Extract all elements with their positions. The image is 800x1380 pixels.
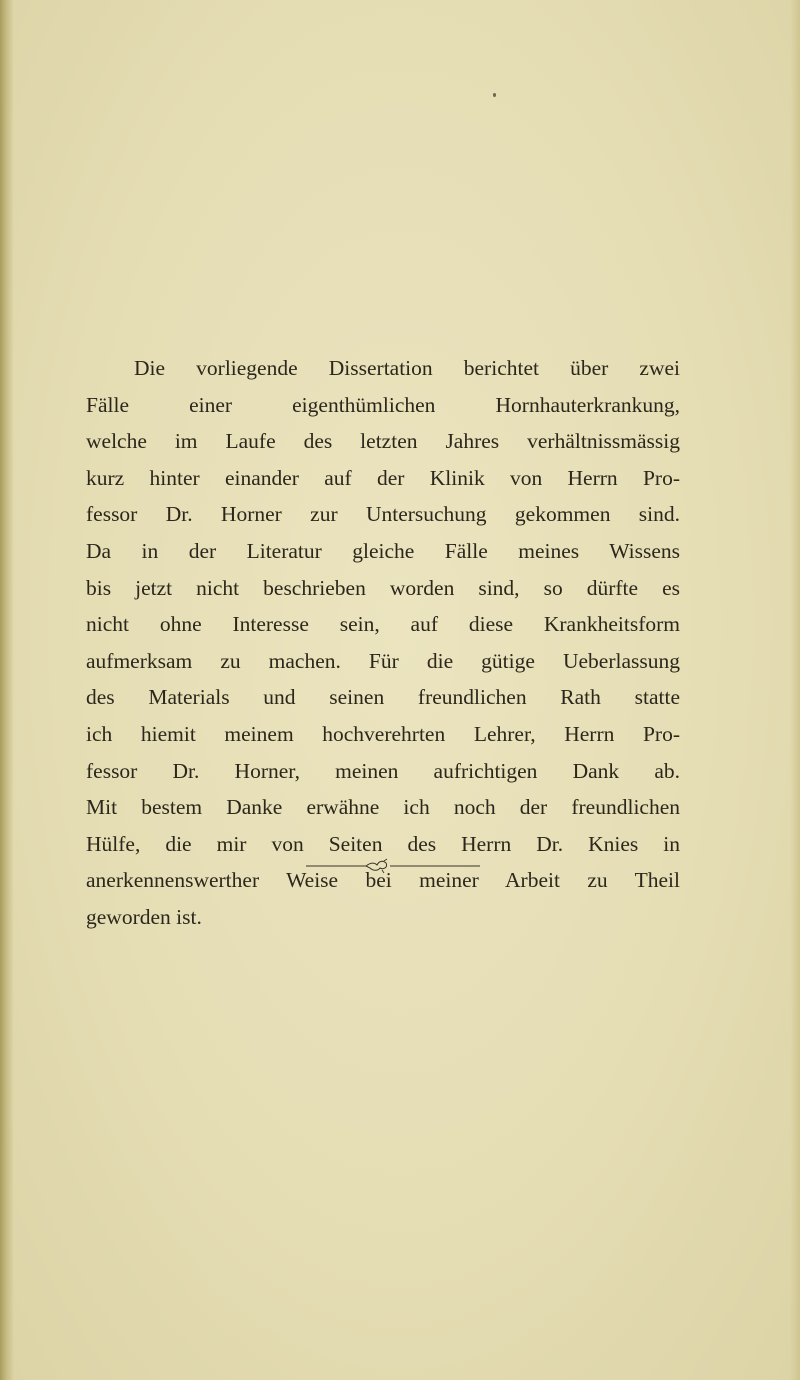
text-line: Die vorliegende Dissertation berichtet über zwei — [134, 356, 680, 380]
dedication-paragraph — [86, 350, 680, 936]
page-left-edge-shadow — [0, 0, 14, 1380]
text-line: aufmerksam zu machen. Für die gütige Ueberlassung — [86, 648, 680, 673]
text-line: Mit bestem Danke erwähne ich noch der freundlichen — [86, 795, 680, 820]
text-line: kurz hinter einander auf der Klinik von Herrn Pro- — [86, 465, 680, 490]
text-line: Da in der Literatur gleiche Fälle meines Wissens — [86, 538, 680, 563]
text-line: Fälle einer eigenthümlichen Hornhauterkrankung, — [86, 392, 680, 417]
text-line: fessor Dr. Horner zur Untersuchung gekommen sind. — [86, 502, 680, 527]
text-line: ich hiemit meinem hochverehrten Lehrer, Herrn Pro- — [86, 721, 680, 746]
text-line: welche im Laufe des letzten Jahres verhältnissmässig — [86, 429, 680, 454]
page-right-edge-shadow — [790, 0, 800, 1380]
paper-speck — [493, 93, 496, 97]
text-line: Hülfe, die mir von Seiten des Herrn Dr. Knies in — [86, 831, 680, 856]
text-line: bis jetzt nicht beschrieben worden sind, so dürfte es — [86, 575, 680, 600]
text-line: geworden ist. — [86, 904, 202, 929]
text-line: des Materials und seinen freundlichen Rath statte — [86, 685, 680, 710]
text-line: nicht ohne Interesse sein, auf diese Krankheitsform — [86, 612, 680, 637]
text-line: anerkennenswerther Weise bei meiner Arbeit zu Theil — [86, 868, 680, 893]
ornamental-divider-icon — [304, 855, 484, 875]
text-line: fessor Dr. Horner, meinen aufrichtigen Dank ab. — [86, 758, 680, 783]
